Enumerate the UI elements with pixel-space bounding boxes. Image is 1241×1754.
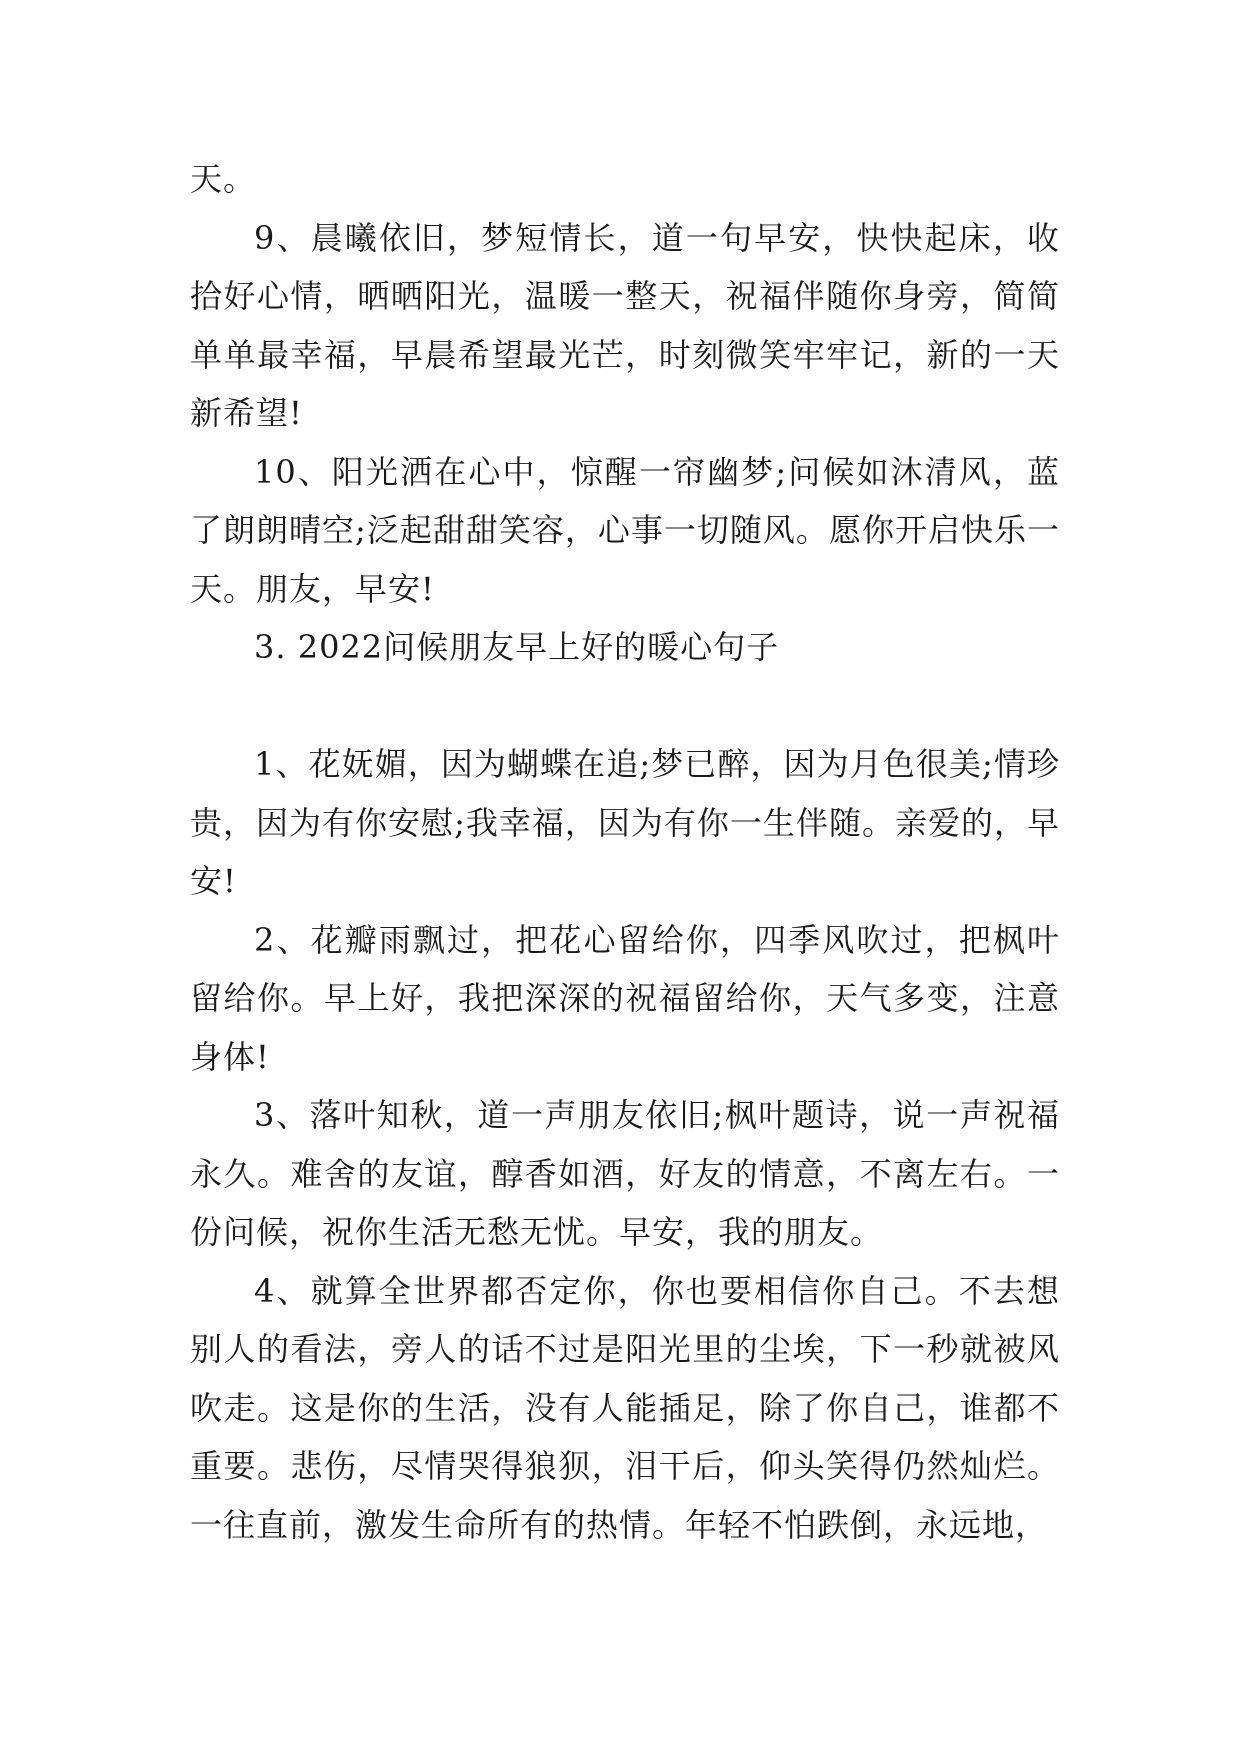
list-item: 1、花妩媚，因为蝴蝶在追;梦已醉，因为月色很美;情珍贵，因为有你安慰;我幸福，因为有你一生伴随。亲爱的，早安! xyxy=(190,745,1060,900)
section-heading: 3. 2022问候朋友早上好的暖心句子 xyxy=(254,628,780,666)
paragraph-spacer xyxy=(190,677,1060,736)
list-item: 2、花瓣雨飘过，把花心留给你，四季风吹过，把枫叶留给你。早上好，我把深深的祝福留给你，天气多变，注意身体! xyxy=(190,920,1060,1076)
document-page xyxy=(190,150,1060,1554)
list-item: 4、就算全世界都否定你，你也要相信你自己。不去想别人的看法，旁人的话不过是阳光里的尘埃，下一秒就被风吹走。这是你的生活，没有人能插足，除了你自己，谁都不重要。悲伤，尽情哭得狼狈，泪干后，仰头笑得仍然灿烂。一往直前，激发生命所有的热情。年轻不怕跌倒，永远地， xyxy=(190,1271,1060,1544)
list-item: 3、落叶知秋，道一声朋友依旧;枫叶题诗，说一声祝福永久。难舍的友谊，醇香如酒，好友的情意，不离左右。一份问候，祝你生活无愁无忧。早安，我的朋友。 xyxy=(190,1096,1060,1251)
list-item: 9、晨曦依旧，梦短情长，道一句早安，快快起床，收拾好心情，晒晒阳光，温暖一整天，祝福伴随你身旁，简简单单最幸福，早晨希望最光芒，时刻微笑牢牢记，新的一天新希望! xyxy=(190,218,1060,432)
list-item: 10、阳光洒在心中，惊醒一帘幽梦;问候如沐清风，蓝了朗朗晴空;泛起甜甜笑容，心事一切随风。愿你开启快乐一天。朋友，早安! xyxy=(190,452,1060,608)
continued-paragraph: 天。 xyxy=(190,160,257,198)
